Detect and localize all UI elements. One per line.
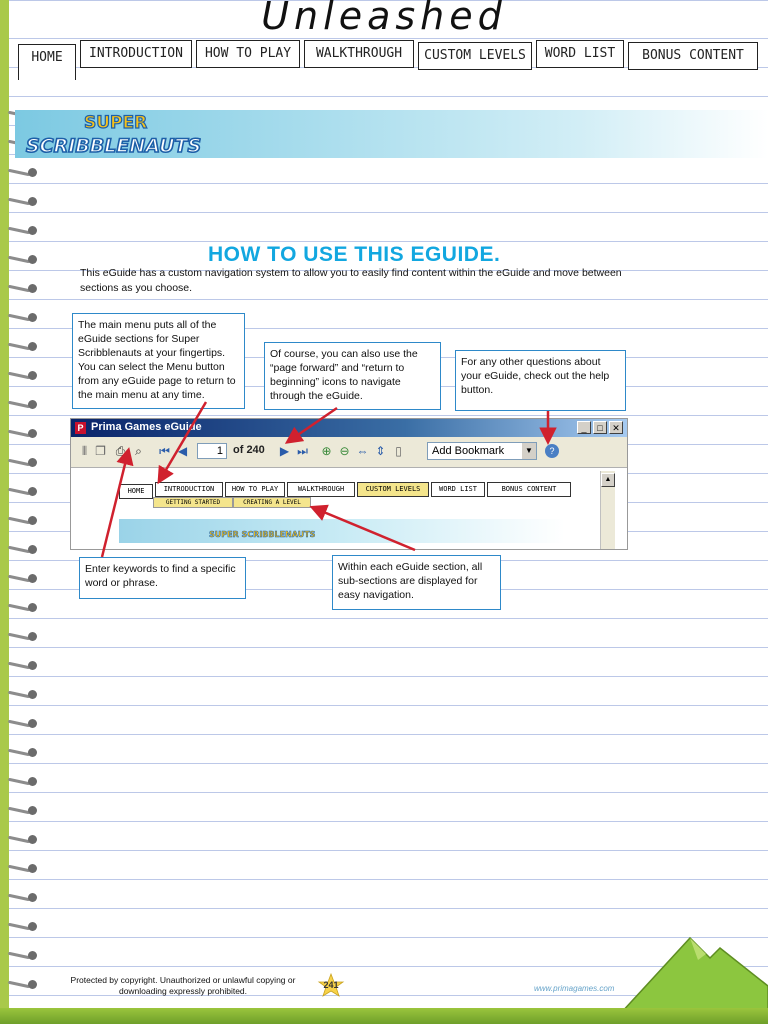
tab-home[interactable]: HOME (18, 44, 76, 80)
logo-line1: SUPER (84, 113, 148, 133)
window-title: Prima Games eGuide (91, 421, 202, 433)
first-page-icon[interactable]: ⏮ (159, 444, 170, 458)
last-page-icon[interactable]: ⏭ (297, 444, 308, 458)
pages-icon[interactable]: ❐ (95, 444, 106, 458)
chevron-down-icon[interactable]: ▼ (522, 443, 536, 459)
mini-tab-word-list[interactable]: WORD LIST (431, 482, 485, 497)
subtab-creating-a-level[interactable]: CREATING A LEVEL (233, 497, 311, 508)
tab-introduction[interactable]: INTRODUCTION (80, 40, 192, 68)
arrow-main-menu (160, 402, 206, 480)
tab-walkthrough[interactable]: WALKTHROUGH (304, 40, 414, 68)
page-number-input[interactable]: 1 (197, 443, 227, 459)
mini-tab-home[interactable]: HOME (119, 484, 153, 499)
maximize-icon[interactable]: □ (593, 421, 607, 434)
minimize-icon[interactable]: _ (577, 421, 591, 434)
zoom-out-icon[interactable]: ⊖ (339, 444, 350, 458)
tab-word-list[interactable]: WORD LIST (536, 40, 624, 68)
mini-tab-how-to-play[interactable]: HOW TO PLAY (225, 482, 285, 497)
next-page-icon[interactable]: ▶ (279, 444, 290, 458)
mini-tab-custom-levels[interactable]: CUSTOM LEVELS (357, 482, 429, 497)
tab-how-to-play[interactable]: HOW TO PLAY (196, 40, 300, 68)
page-count: of 240 (233, 444, 265, 456)
grip-icon: ⦀ (81, 444, 88, 458)
hills-illustration (620, 930, 768, 1014)
subtab-getting-started[interactable]: GETTING STARTED (153, 497, 233, 508)
fit-width-icon[interactable]: ⇔ (356, 444, 369, 458)
tab-bonus-content[interactable]: BONUS CONTENT (628, 42, 758, 70)
mini-logo-text: SUPER SCRIBBLENAUTS (209, 530, 316, 539)
page-number-badge (318, 974, 344, 998)
scroll-up-icon[interactable]: ▲ (601, 473, 615, 487)
grass-strip (0, 1008, 768, 1024)
callout-subsections: Within each eGuide section, all sub-sections are displayed for easy navigation. (332, 555, 501, 610)
zoom-in-icon[interactable]: ⊕ (321, 444, 332, 458)
section-heading: HOW TO USE THIS EGUIDE. (208, 243, 501, 266)
print-icon[interactable]: ⎙ (115, 444, 126, 458)
prev-page-icon[interactable]: ◀ (177, 444, 188, 458)
search-icon[interactable]: ⌕ (135, 444, 142, 458)
copyright-notice: Protected by copyright. Unauthorized or unlawful copying or downloading expressly prohibited. (70, 975, 296, 996)
close-icon[interactable]: ✕ (609, 421, 623, 434)
callout-help: For any other questions about your eGuide, check out the help button. (455, 350, 626, 411)
arrow-subsections (314, 508, 415, 550)
page-number: 241 (323, 980, 339, 990)
website-url: www.primagames.com (534, 984, 615, 993)
fit-page-icon[interactable]: ⇕ (375, 444, 386, 458)
arrow-search (102, 452, 128, 557)
page-title: Unleashed (261, 0, 507, 38)
help-icon[interactable]: ? (545, 444, 559, 458)
logo-line2: SCRIBBLENAUTS (26, 135, 202, 157)
mini-tab-bonus-content[interactable]: BONUS CONTENT (487, 482, 571, 497)
tab-custom-levels[interactable]: CUSTOM LEVELS (418, 42, 532, 70)
arrow-page-forward (289, 408, 337, 441)
callout-search: Enter keywords to find a specific word or phrase. (79, 557, 246, 599)
mini-tab-walkthrough[interactable]: WALKTHROUGH (287, 482, 355, 497)
callout-page-forward: Of course, you can also use the “page forward” and “return to beginning” icons to navigate through the eGuide. (264, 342, 441, 410)
prima-icon: P (75, 422, 86, 434)
callout-main-menu: The main menu puts all of the eGuide sections for Super Scribblenauts at your fingertips. You can select the Menu button from any eGuide page to return to the main menu at any time. (72, 313, 245, 409)
mini-tab-introduction[interactable]: INTRODUCTION (155, 482, 223, 497)
intro-paragraph: This eGuide has a custom navigation system to allow you to easily find content within the eGuide and move between sections as you choose. (80, 267, 622, 294)
document-icon[interactable]: ▯ (395, 444, 402, 458)
bookmark-label: Add Bookmark (432, 445, 505, 457)
